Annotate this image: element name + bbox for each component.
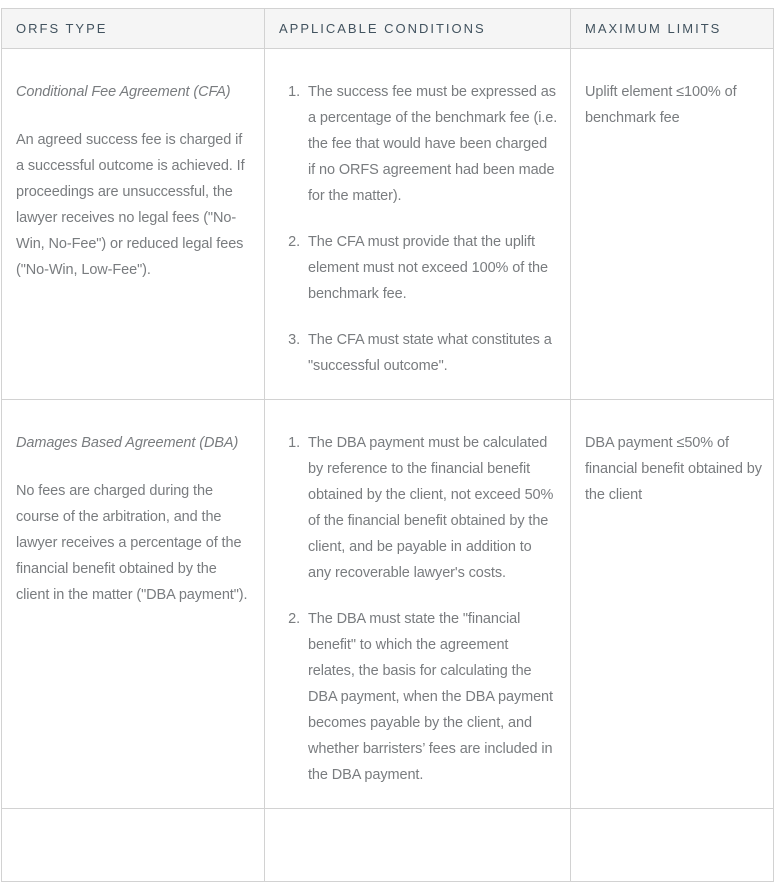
applicable-conditions-cell: [265, 49, 571, 400]
table-row: [2, 400, 774, 809]
orfs-type-cell: [2, 809, 265, 882]
orfs-type-title: Conditional Fee Agreement (CFA): [16, 84, 231, 100]
maximum-limit-text: Uplift element ≤100% of benchmark fee: [585, 84, 737, 126]
column-header-applicable-conditions: APPLICABLE CONDITIONS: [265, 9, 571, 49]
maximum-limit-cell: [571, 49, 774, 400]
condition-item: 3. The CFA must state what constitutes a "successful outcome".: [304, 327, 558, 379]
conditions-list: [279, 79, 558, 379]
maximum-limit-text: DBA payment ≤50% of financial benefit obtained by the client: [585, 435, 762, 503]
condition-item: 1. The success fee must be expressed as a percentage of the benchmark fee (i.e. the fee that would have been charged if no ORFS agreement had been made for the matter).: [304, 79, 558, 209]
applicable-conditions-cell: [265, 400, 571, 809]
table-body: [2, 49, 774, 882]
maximum-limit-cell: [571, 809, 774, 882]
condition-item: 1. The DBA payment must be calculated by reference to the financial benefit obtained by the client, not exceed 50% of the financial benefit obtained by the client, and be payable in addition to any recoverable lawyer's costs.: [304, 430, 558, 586]
orfs-type-cell: [2, 400, 265, 809]
orfs-type-cell: [2, 49, 265, 400]
table-row: [2, 49, 774, 400]
maximum-limit-cell: [571, 400, 774, 809]
condition-item: 2. The CFA must provide that the uplift element must not exceed 100% of the benchmark fee.: [304, 229, 558, 307]
orfs-type-description: No fees are charged during the course of the arbitration, and the lawyer receives a percentage of the financial benefit obtained by the client in the matter ("DBA payment").: [16, 483, 248, 603]
applicable-conditions-cell: [265, 809, 571, 882]
orfs-type-description: An agreed success fee is charged if a successful outcome is achieved. If proceedings are unsuccessful, the lawyer receives no legal fees ("No-Win, No-Fee") or reduced legal fees ("No-Win, Low-Fee").: [16, 132, 245, 278]
conditions-list: [279, 430, 558, 788]
table-row: [2, 809, 774, 882]
orfs-type-title: Damages Based Agreement (DBA): [16, 435, 239, 451]
condition-item: 2. The DBA must state the "financial benefit" to which the agreement relates, the basis for calculating the DBA payment, when the DBA payment becomes payable by the client, and whether barristers’ fees are included in the DBA payment.: [304, 606, 558, 788]
table-header-row: [2, 9, 774, 49]
column-header-orfs-type: ORFS TYPE: [2, 9, 265, 49]
column-header-maximum-limits: MAXIMUM LIMITS: [571, 9, 774, 49]
orfs-table: [1, 8, 774, 882]
